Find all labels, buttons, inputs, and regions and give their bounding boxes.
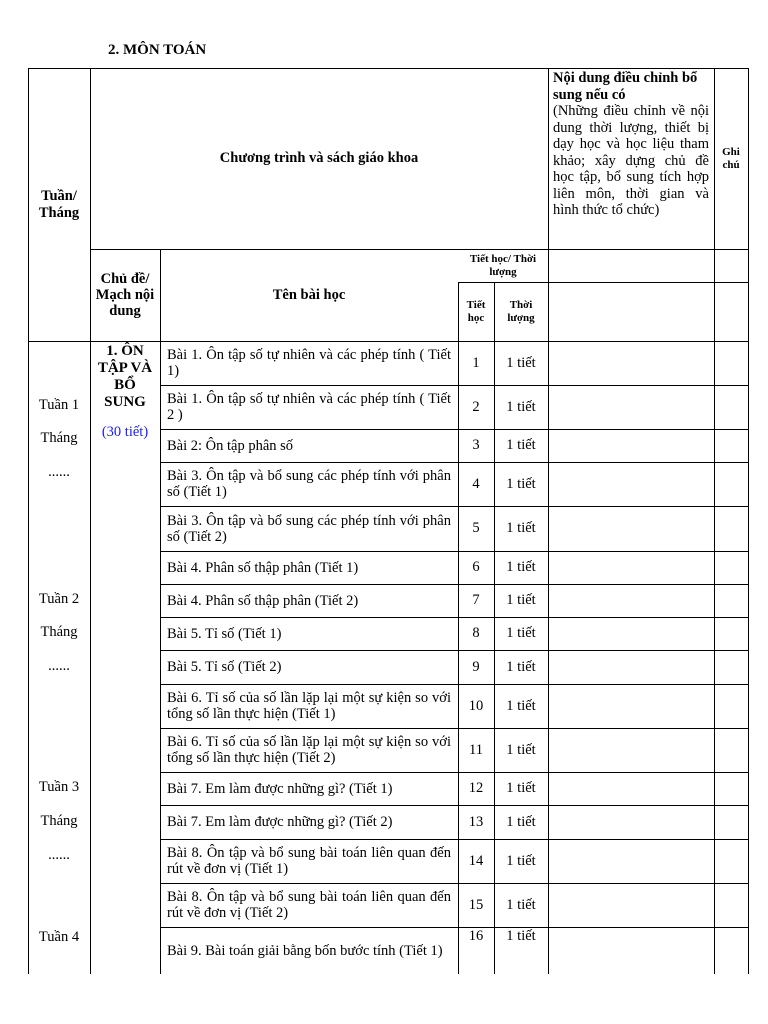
lesson-name: Bài 3. Ôn tập và bổ sung các phép tính với phân số (Tiết 1) bbox=[167, 468, 451, 500]
lesson-period: 1 bbox=[472, 354, 480, 371]
lesson-duration: 1 tiết bbox=[506, 520, 536, 536]
header-note: Ghi chú bbox=[722, 145, 740, 171]
lesson-period: 2 bbox=[472, 398, 480, 415]
lesson-name: Bài 1. Ôn tập số tự nhiên và các phép tính ( Tiết 1) bbox=[167, 347, 451, 379]
week-2-dots: ...... bbox=[48, 658, 70, 674]
lesson-period: 9 bbox=[472, 658, 480, 675]
lesson-duration: 1 tiết bbox=[506, 398, 536, 415]
lesson-duration: 1 tiết bbox=[506, 896, 536, 913]
lesson-name: Bài 1. Ôn tập số tự nhiên và các phép tính ( Tiết 2 ) bbox=[167, 391, 451, 423]
lesson-duration: 1 tiết bbox=[506, 658, 536, 675]
lesson-name: Bài 4. Phân số thập phân (Tiết 1) bbox=[167, 559, 359, 576]
lesson-period: 12 bbox=[468, 780, 484, 796]
lesson-duration: 1 tiết bbox=[506, 354, 536, 371]
lesson-period: 8 bbox=[472, 625, 480, 641]
lesson-period: 4 bbox=[472, 475, 480, 492]
lesson-duration: 1 tiết bbox=[506, 475, 536, 492]
header-adjust bbox=[553, 70, 709, 219]
lesson-duration: 1 tiết bbox=[506, 780, 536, 796]
week-1: Tuần 1 bbox=[38, 397, 80, 413]
lesson-name: Bài 8. Ôn tập và bổ sung bài toán liên quan đến rút về đơn vị (Tiết 2) bbox=[167, 889, 451, 921]
lesson-name: Bài 3. Ôn tập và bổ sung các phép tính với phân số (Tiết 2) bbox=[167, 512, 451, 545]
week-2-month: Tháng bbox=[40, 624, 78, 640]
lesson-period: 10 bbox=[468, 697, 484, 714]
week-3-dots: ...... bbox=[48, 847, 70, 863]
lesson-name: Bài 6. Tỉ số của số lần lặp lại một sự kiện so với tổng số lần thực hiện (Tiết 1) bbox=[167, 690, 451, 722]
lesson-duration: 1 tiết bbox=[506, 592, 536, 608]
week-3: Tuần 3 bbox=[38, 779, 80, 795]
lesson-duration: 1 tiết bbox=[506, 559, 536, 575]
lesson-duration: 1 tiết bbox=[506, 852, 536, 869]
lesson-period: 6 bbox=[472, 559, 480, 575]
lesson-name: Bài 5. Tỉ số (Tiết 1) bbox=[167, 625, 282, 642]
lesson-duration: 1 tiết bbox=[506, 697, 536, 714]
lesson-name: Bài 5. Tỉ số (Tiết 2) bbox=[167, 659, 282, 675]
week-4: Tuần 4 bbox=[38, 929, 80, 945]
lesson-period: 11 bbox=[469, 741, 483, 758]
lesson-period: 7 bbox=[472, 592, 480, 608]
header-period: Tiết học bbox=[466, 298, 486, 324]
lesson-duration: 1 tiết bbox=[506, 741, 536, 758]
lesson-period: 13 bbox=[468, 813, 484, 830]
lesson-name: Bài 2: Ôn tập phân số bbox=[167, 437, 294, 454]
header-duration: Thời lượng bbox=[507, 298, 535, 324]
week-2: Tuần 2 bbox=[38, 591, 80, 607]
lesson-period: 15 bbox=[468, 896, 484, 913]
lesson-period: 3 bbox=[472, 437, 480, 453]
section-heading: 2. MÔN TOÁN bbox=[108, 42, 207, 58]
week-1-month: Tháng bbox=[40, 430, 78, 446]
header-topic: Chủ đề/ Mạch nội dung bbox=[95, 271, 155, 319]
lesson-name: Bài 4. Phân số thập phân (Tiết 2) bbox=[167, 592, 359, 609]
week-1-dots: ...... bbox=[48, 464, 70, 480]
lesson-duration: 1 tiết bbox=[506, 625, 536, 641]
header-period-time: Tiết học/ Thời lượng bbox=[469, 252, 537, 278]
topic-name: 1. ÔN TẬP VÀ BỔ SUNG bbox=[97, 343, 153, 410]
lesson-name: Bài 9. Bài toán giải bằng bốn bước tính (Tiết 1) bbox=[167, 942, 443, 959]
lesson-duration: 1 tiết bbox=[506, 437, 536, 453]
header-program: Chương trình và sách giáo khoa bbox=[219, 150, 419, 166]
lesson-duration: 1 tiết bbox=[506, 813, 536, 830]
lesson-name: Bài 7. Em làm được những gì? (Tiết 1) bbox=[167, 780, 393, 797]
lesson-name: Bài 6. Tỉ số của số lần lặp lại một sự kiện so với tổng số lần thực hiện (Tiết 2) bbox=[167, 734, 451, 766]
header-adjust-desc: (Những điều chỉnh về nội dung thời lượng, thiết bị dạy học và học liệu tham khảo; xây dựng chủ đề học tập, bổ sung tích hợp liên môn, thời gian và hình thức tổ chức) bbox=[553, 103, 709, 218]
lesson-period: 14 bbox=[468, 852, 484, 869]
lesson-period: 5 bbox=[472, 520, 480, 536]
lesson-name: Bài 7. Em làm được những gì? (Tiết 2) bbox=[167, 814, 393, 830]
topic-periods: (30 tiết) bbox=[101, 424, 149, 440]
header-week-month: Tuần/ Tháng bbox=[38, 187, 80, 221]
week-3-month: Tháng bbox=[40, 813, 78, 829]
header-lesson-name: Tên bài học bbox=[272, 286, 346, 303]
topic-cell bbox=[90, 343, 160, 441]
lesson-name: Bài 8. Ôn tập và bổ sung bài toán liên quan đến rút về đơn vị (Tiết 1) bbox=[167, 845, 451, 877]
header-adjust-title: Nội dung điều chỉnh bổ sung nếu có bbox=[553, 70, 698, 103]
lesson-duration: 1 tiết bbox=[506, 928, 536, 944]
lesson-period: 16 bbox=[468, 928, 484, 944]
